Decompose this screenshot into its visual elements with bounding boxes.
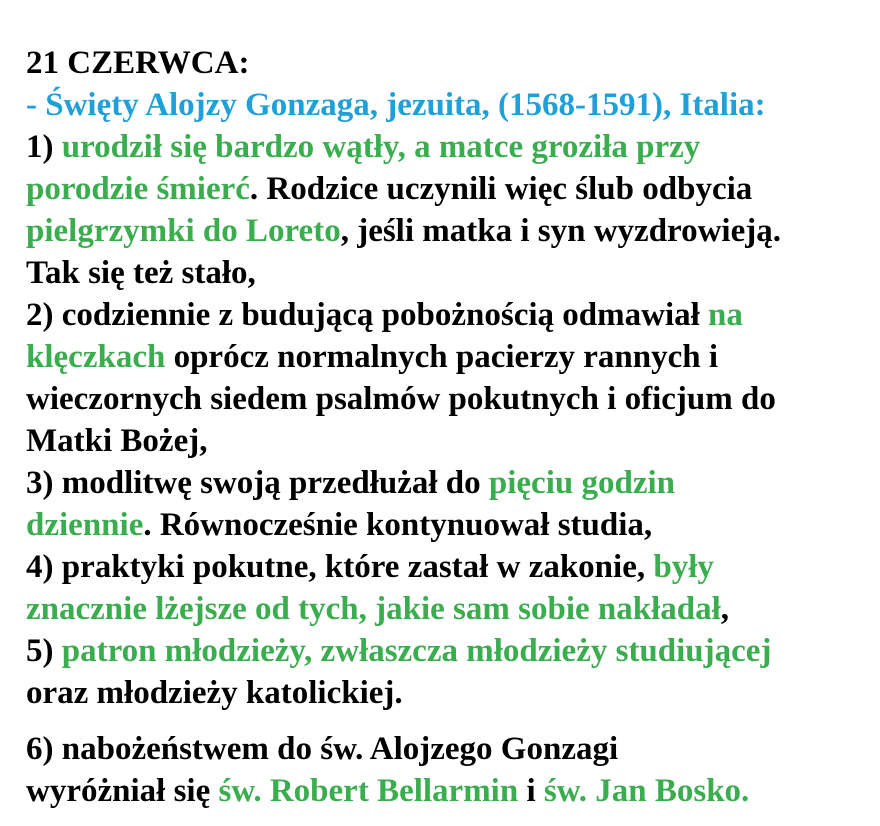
text-segment: , jeśli matka i syn wyzdrowieją. xyxy=(340,213,781,249)
highlighted-phrase: św. Robert Bellarmin xyxy=(218,773,519,809)
text-line xyxy=(26,336,880,378)
final-paragraph xyxy=(26,728,880,812)
text-line xyxy=(26,770,880,812)
text-line xyxy=(26,168,880,210)
text-segment: 5) xyxy=(26,633,62,669)
text-segment: oraz młodzieży katolickiej. xyxy=(26,675,403,711)
text-segment: i xyxy=(518,773,544,809)
text-segment: Tak się też stało, xyxy=(26,255,256,291)
text-segment: . Równocześnie kontynuował studia, xyxy=(143,507,653,543)
highlighted-phrase: dziennie xyxy=(26,507,144,543)
text-segment: wyróżniał się xyxy=(26,773,219,809)
body-text xyxy=(26,126,880,714)
text-segment: oprócz normalnych pacierzy rannych i xyxy=(165,339,719,375)
text-segment: . Rodzice uczynili więc ślub odbycia xyxy=(249,171,753,207)
text-line xyxy=(26,126,880,168)
text-line xyxy=(26,378,880,420)
text-segment: Matki Bożej, xyxy=(26,423,208,459)
text-line xyxy=(26,504,880,546)
highlighted-phrase: klęczkach xyxy=(26,339,166,375)
highlighted-phrase: znacznie lżejsze od tych, jakie sam sobie nakładał xyxy=(26,591,721,627)
text-segment: 4) praktyki pokutne, które zastał w zakonie, xyxy=(26,549,654,585)
text-line xyxy=(26,210,880,252)
highlighted-phrase: porodzie śmierć xyxy=(26,171,250,207)
text-line xyxy=(26,462,880,504)
text-segment: 6) nabożeństwem do św. Alojzego Gonzagi xyxy=(26,731,619,767)
text-line xyxy=(26,294,880,336)
highlighted-phrase: pielgrzymki do Loreto xyxy=(26,213,341,249)
highlighted-phrase: pięciu godzin xyxy=(488,465,675,501)
text-segment: , xyxy=(720,591,730,627)
highlighted-phrase: były xyxy=(653,549,714,585)
text-line xyxy=(26,420,880,462)
highlighted-phrase: patron młodzieży, zwłaszcza młodzieży studiującej xyxy=(61,633,772,669)
text-line xyxy=(26,588,880,630)
saint-title: - Święty Alojzy Gonzaga, jezuita, (1568-1591), Italia: xyxy=(26,87,766,123)
text-segment: 2) codziennie z budującą pobożnością odmawiał xyxy=(26,297,709,333)
text-line xyxy=(26,252,880,294)
text-line xyxy=(26,546,880,588)
highlighted-phrase: św. Jan Bosko. xyxy=(543,773,750,809)
text-segment: wieczornych siedem psalmów pokutnych i oficjum do xyxy=(26,381,776,417)
highlighted-phrase: urodził się bardzo wątły, a matce groziła przy xyxy=(61,129,701,165)
text-segment: 1) xyxy=(26,129,62,165)
date-heading: 21 CZERWCA: xyxy=(26,45,250,81)
highlighted-phrase: na xyxy=(708,297,743,333)
text-line xyxy=(26,728,880,770)
paragraph-gap xyxy=(26,714,880,728)
text-segment: 3) modlitwę swoją przedłużał do xyxy=(26,465,489,501)
text-line xyxy=(26,672,880,714)
text-line xyxy=(26,630,880,672)
